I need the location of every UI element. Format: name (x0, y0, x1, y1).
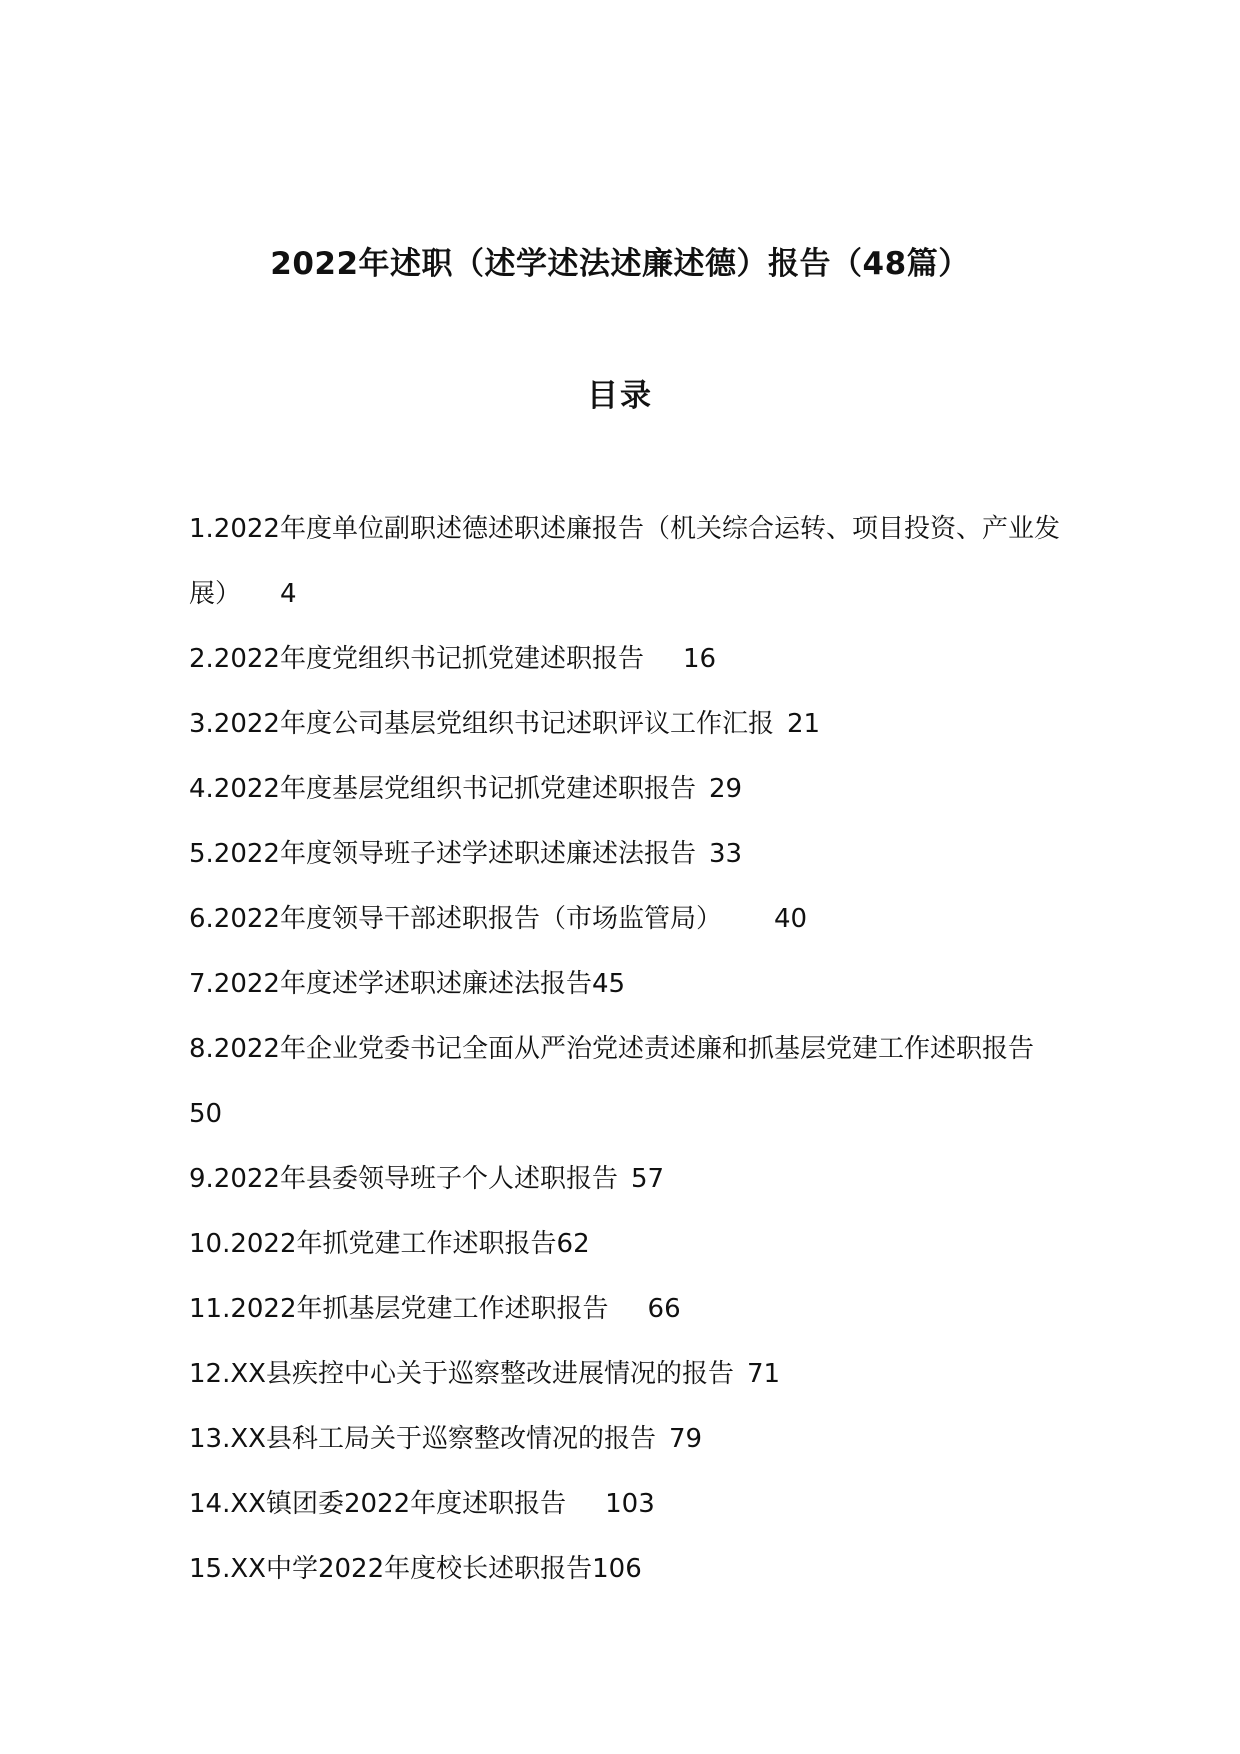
toc-entry[interactable] (189, 1277, 1089, 1342)
toc-entry-title: 2.2022年度党组织书记抓党建述职报告 (189, 644, 644, 674)
toc-entry-gap (241, 579, 280, 609)
toc-entry-page: 29 (708, 774, 743, 804)
toc-entry-gap (774, 709, 787, 739)
toc-entry-page: 45 (591, 969, 626, 999)
toc-entry-title: 7.2022年度述学述职述廉述法报告 (189, 969, 592, 999)
table-of-contents (189, 497, 1089, 1602)
toc-entry-title: 5.2022年度领导班子述学述职述廉述法报告 (189, 839, 696, 869)
toc-entry-title: 1.2022年度单位副职述德述职述廉报告（机关综合运转、项目投资、产业发展） (189, 514, 1060, 609)
toc-entry-title: 10.2022年抓党建工作述职报告 (189, 1229, 557, 1259)
toc-entry[interactable] (189, 1017, 1089, 1147)
toc-entry-page: 33 (708, 839, 743, 869)
toc-entry[interactable] (189, 1212, 1089, 1277)
toc-entry-gap (734, 1359, 747, 1389)
toc-entry-page: 40 (773, 904, 808, 934)
toc-entry[interactable] (189, 692, 1089, 757)
toc-entry-gap (618, 1164, 631, 1194)
toc-heading: 目录 (587, 378, 653, 414)
toc-entry-gap (566, 1489, 605, 1519)
toc-entry-page: 66 (647, 1294, 681, 1324)
toc-entry-title: 3.2022年度公司基层党组织书记述职评议工作汇报 (189, 709, 774, 739)
toc-entry[interactable] (189, 822, 1089, 887)
toc-entry-page: 16 (682, 644, 717, 674)
toc-entry-gap (656, 1424, 669, 1454)
document-title: 2022年述职（述学述法述廉述德）报告（48篇） (270, 246, 970, 282)
toc-entry-gap (722, 904, 774, 934)
toc-entry[interactable] (189, 497, 1089, 627)
toc-entry-title: 12.XX县疾控中心关于巡察整改进展情况的报告 (189, 1359, 734, 1389)
toc-entry-gap (696, 774, 709, 804)
toc-entry[interactable] (189, 1407, 1089, 1472)
toc-entry-page: 62 (556, 1229, 590, 1259)
toc-entry[interactable] (189, 627, 1089, 692)
toc-entry-page: 103 (605, 1489, 655, 1519)
toc-entry-title: 4.2022年度基层党组织书记抓党建述职报告 (189, 774, 696, 804)
toc-entry-page: 50 (189, 1099, 223, 1129)
toc-entry-page: 21 (786, 709, 821, 739)
toc-entry[interactable] (189, 1147, 1089, 1212)
toc-entry-page: 57 (630, 1164, 665, 1194)
toc-entry-gap (644, 644, 683, 674)
toc-entry[interactable] (189, 887, 1089, 952)
toc-entry[interactable] (189, 757, 1089, 822)
toc-entry-title: 6.2022年度领导干部述职报告（市场监管局） (189, 904, 722, 934)
toc-entry-title: 8.2022年企业党委书记全面从严治党述责述廉和抓基层党建工作述职报告 (189, 1034, 1034, 1064)
toc-entry[interactable] (189, 1537, 1089, 1602)
toc-entry-title: 13.XX县科工局关于巡察整改情况的报告 (189, 1424, 656, 1454)
toc-entry-gap (609, 1294, 648, 1324)
toc-entry-title: 15.XX中学2022年度校长述职报告 (189, 1554, 593, 1584)
toc-entry[interactable] (189, 952, 1089, 1017)
toc-entry-page: 4 (280, 579, 297, 609)
toc-entry-title: 11.2022年抓基层党建工作述职报告 (189, 1294, 609, 1324)
toc-entry[interactable] (189, 1342, 1089, 1407)
toc-entry-title: 9.2022年县委领导班子个人述职报告 (189, 1164, 618, 1194)
toc-entry-page: 106 (592, 1554, 642, 1584)
toc-entry-title: 14.XX镇团委2022年度述职报告 (189, 1489, 567, 1519)
toc-entry-page: 79 (668, 1424, 703, 1454)
toc-entry[interactable] (189, 1472, 1089, 1537)
toc-entry-gap (696, 839, 709, 869)
toc-entry-gap (1034, 1034, 1086, 1064)
toc-entry-page: 71 (746, 1359, 781, 1389)
